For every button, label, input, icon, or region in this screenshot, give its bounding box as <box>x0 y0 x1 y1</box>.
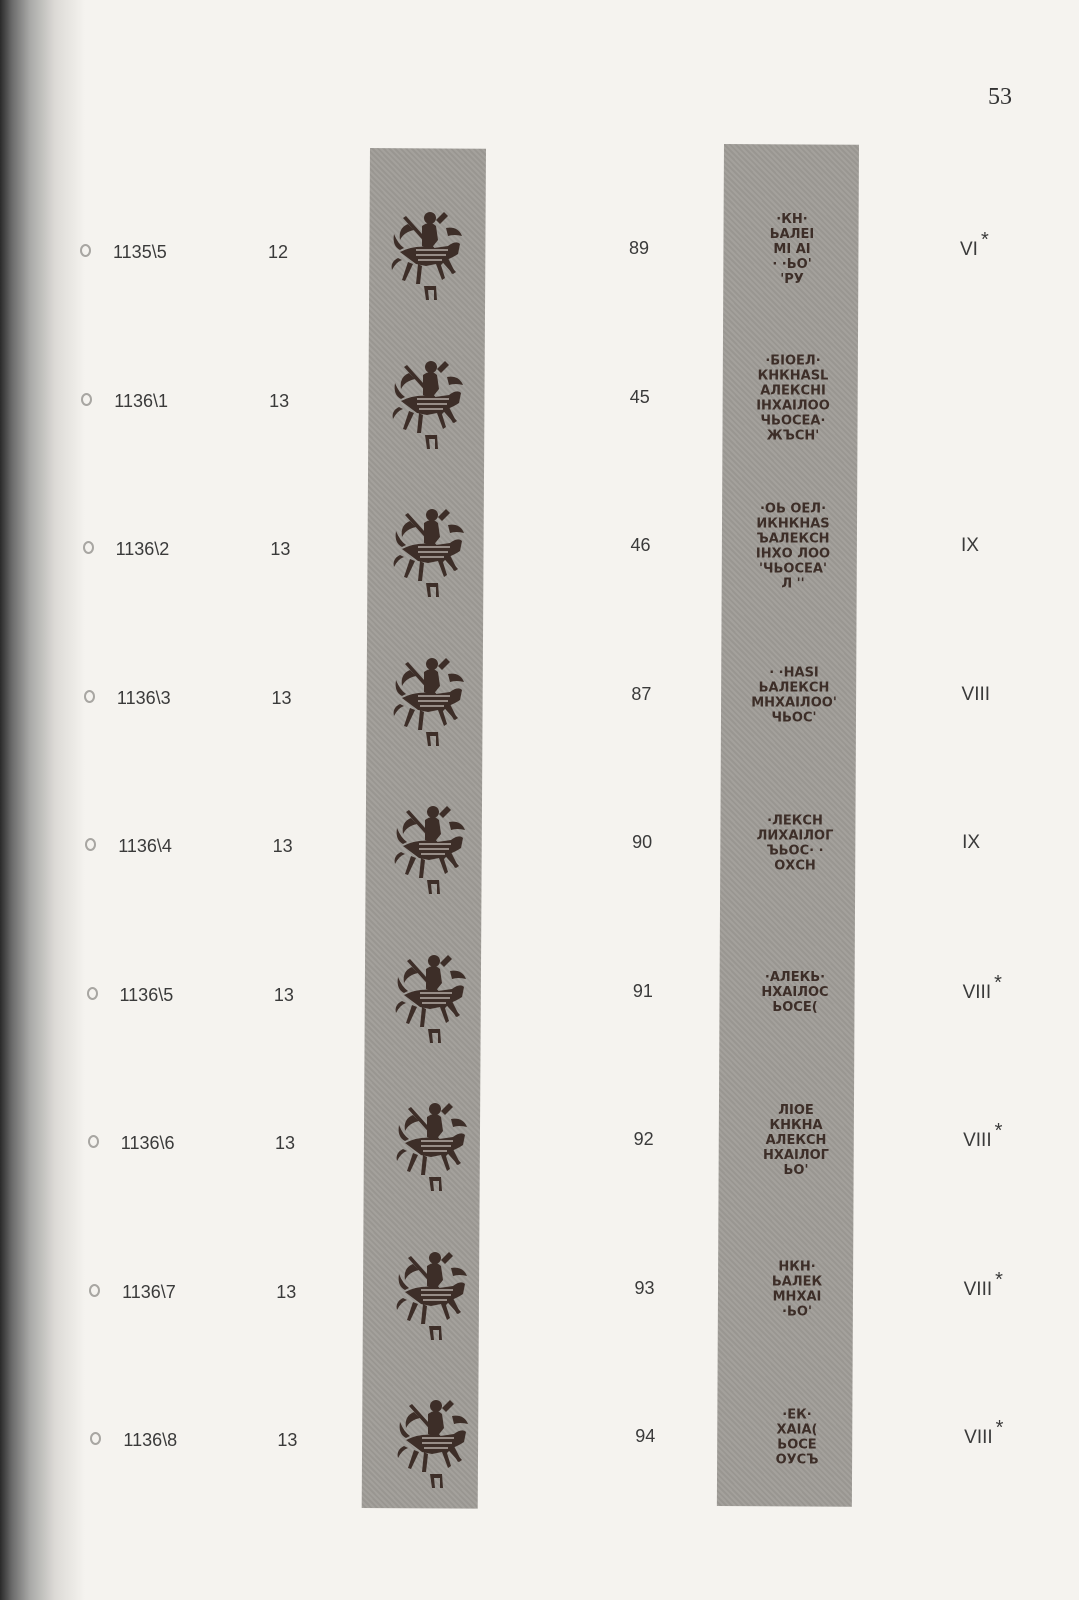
reverse-legend-line: ·ОЬ ОЕЛ· <box>760 501 827 517</box>
reverse-legend-line: ЬОСЕ( <box>772 999 818 1015</box>
obverse-rider-image <box>388 652 472 748</box>
reverse-legend-line: ЛИХАІЛОГ <box>756 828 833 844</box>
reverse-legend-image <box>745 487 841 603</box>
obverse-rider-image <box>391 1097 475 1193</box>
obverse-die-number: 13 <box>269 390 290 411</box>
reverse-legend-line: 'ЧЬОСЕА' <box>759 561 828 577</box>
reverse-die-number: 94 <box>635 1426 656 1446</box>
reverse-legend-line: ЬАЛЕІ <box>769 227 815 242</box>
catalogue-row <box>0 325 1079 473</box>
reverse-legend-line: АЛЕКСН <box>765 1133 827 1148</box>
reverse-die-number: 92 <box>633 1129 654 1149</box>
catalogue-ref: 1136\4 <box>118 836 172 856</box>
reverse-die-number: 90 <box>632 832 653 852</box>
catalogue-ref: 1136\5 <box>119 984 174 1005</box>
reverse-legend-line: ІНХО ЛОО <box>756 546 831 562</box>
reverse-legend-line: ЬАЛЕК <box>771 1274 822 1289</box>
reverse-legend-line: НХАІЛОГ <box>762 1148 829 1163</box>
reverse-legend-line: ·ЛЕКСН <box>766 813 823 829</box>
reverse-legend-image <box>745 339 841 455</box>
obverse-die-number: 13 <box>271 687 292 708</box>
reverse-legend-line: АЛЕКСНІ <box>759 383 826 398</box>
grade-star-mark: * <box>994 971 1002 994</box>
reverse-legend-line: ИКНКНАS <box>756 516 830 532</box>
row-bullet-icon <box>84 690 95 703</box>
grade-star-mark: * <box>994 1120 1003 1142</box>
catalogue-row <box>0 1216 1079 1364</box>
grade-value: VIII <box>962 981 992 1003</box>
reverse-legend-line: ХАІА( <box>776 1422 818 1438</box>
obverse-rider-image <box>386 206 470 302</box>
reverse-die-number: 87 <box>631 683 652 704</box>
reverse-legend-image <box>747 784 843 900</box>
page-number: 53 <box>988 84 1012 110</box>
reverse-legend-line: Л '' <box>781 576 805 592</box>
row-bullet-icon <box>85 838 96 851</box>
grade-value: VIII <box>964 1427 993 1448</box>
reverse-legend-line: ЬАЛЕКСН <box>758 680 830 695</box>
obverse-rider-image <box>388 503 472 599</box>
reverse-legend-line: · ·НАSІ <box>769 665 819 680</box>
reverse-legend-line: КНКНАSL <box>757 368 829 383</box>
grade-label <box>964 1417 1004 1449</box>
grade-label <box>962 971 1002 1004</box>
reverse-legend-line: ОУСЪ <box>775 1452 819 1468</box>
grade-label <box>960 229 989 261</box>
catalogue-ref: 1136\8 <box>123 1430 178 1450</box>
catalogue-ref: 1136\7 <box>122 1281 176 1302</box>
reverse-legend-line: ЛІОЕ <box>778 1103 814 1118</box>
grade-value: IX <box>961 535 979 556</box>
reverse-legend-line: · ·ЬО' <box>772 257 812 272</box>
reverse-legend-image <box>748 1081 844 1197</box>
reverse-legend-line: ЬО' <box>783 1163 809 1178</box>
catalogue-ref: 1136\1 <box>114 390 169 411</box>
reverse-legend-line: ОХСН <box>773 858 816 874</box>
row-bullet-icon <box>90 1432 101 1445</box>
obverse-rider-image <box>387 355 471 451</box>
reverse-legend-image <box>744 190 840 306</box>
reverse-legend-image <box>747 933 843 1049</box>
grade-value: VIII <box>963 1130 992 1151</box>
reverse-legend-line: ЧЬОС' <box>771 710 817 725</box>
obverse-die-number: 13 <box>277 1430 298 1450</box>
catalogue-row <box>0 473 1079 621</box>
obverse-rider-image <box>390 949 474 1045</box>
reverse-legend-line: ·КН· <box>776 212 808 227</box>
reverse-legend-line: МІ АІ <box>773 242 811 257</box>
reverse-legend-line: МНХАІ <box>772 1289 821 1304</box>
row-bullet-icon <box>83 541 94 554</box>
catalogue-ref: 1136\6 <box>120 1133 175 1153</box>
reverse-legend-line: ЪЬОС· · <box>766 843 824 859</box>
reverse-legend-image <box>749 1230 845 1346</box>
catalogue-row <box>0 622 1079 770</box>
grade-star-mark: * <box>980 229 989 251</box>
reverse-legend-line: ·ЕК· <box>782 1407 812 1423</box>
obverse-die-number: 13 <box>270 539 291 559</box>
reverse-legend-line: ·БІОЕЛ· <box>764 353 821 368</box>
grade-label <box>962 684 991 706</box>
row-bullet-icon <box>81 393 92 406</box>
catalogue-ref: 1136\3 <box>116 687 171 708</box>
reverse-legend-line: КНКНА <box>769 1118 823 1133</box>
obverse-die-number: 12 <box>268 242 289 262</box>
reverse-legend-image <box>749 1378 845 1494</box>
catalogue-row <box>0 176 1079 324</box>
catalogue-ref: 1135\5 <box>113 242 167 262</box>
obverse-die-number: 13 <box>276 1281 297 1302</box>
grade-label <box>963 1268 1003 1301</box>
obverse-rider-image <box>392 1394 476 1490</box>
reverse-legend-image <box>746 636 842 752</box>
reverse-die-number: 89 <box>629 238 650 258</box>
reverse-die-number: 45 <box>629 386 650 407</box>
grade-value: VIII <box>963 1278 993 1300</box>
grade-label <box>962 832 980 854</box>
obverse-die-number: 13 <box>273 984 294 1005</box>
row-bullet-icon <box>88 1135 99 1148</box>
grade-value: VI <box>960 239 978 260</box>
reverse-legend-line: НХАІЛОС <box>761 984 829 1000</box>
reverse-legend-line: ·АЛЕКЬ· <box>765 969 826 985</box>
row-bullet-icon <box>89 1284 100 1297</box>
catalogue-row <box>0 1067 1079 1215</box>
reverse-legend-line: ЖЪСН' <box>766 428 819 443</box>
catalogue-ref: 1136\2 <box>115 539 170 559</box>
reverse-legend-line: ЪАЛЕКСН <box>756 531 830 547</box>
reverse-legend-line: ІНХАІЛОО <box>755 398 830 413</box>
obverse-rider-image <box>389 800 473 896</box>
reverse-die-number: 46 <box>630 535 651 555</box>
obverse-die-number: 13 <box>275 1133 296 1153</box>
grade-label <box>963 1120 1003 1152</box>
reverse-die-number: 93 <box>634 1277 655 1298</box>
reverse-legend-line: ·ЬО' <box>781 1304 812 1319</box>
catalogue-row <box>0 770 1079 918</box>
row-bullet-icon <box>80 244 91 257</box>
catalogue-row <box>0 919 1079 1067</box>
reverse-legend-line: ЧЬОСЕА· <box>760 413 826 428</box>
grade-star-mark: * <box>995 1417 1004 1439</box>
reverse-legend-line: ЬОСЕ <box>777 1437 817 1453</box>
catalogue-row <box>0 1364 1079 1512</box>
grade-star-mark: * <box>995 1268 1003 1291</box>
grade-value: VIII <box>961 683 991 705</box>
grade-label <box>961 535 979 557</box>
obverse-rider-image <box>391 1246 475 1342</box>
grade-value: IX <box>962 832 981 853</box>
obverse-die-number: 13 <box>272 836 293 856</box>
reverse-legend-line: МНХАІЛОО' <box>751 695 837 710</box>
reverse-legend-line: НКН· <box>777 1259 816 1274</box>
reverse-die-number: 91 <box>632 980 653 1001</box>
row-bullet-icon <box>87 987 98 1000</box>
reverse-legend-line: 'РУ <box>780 272 804 287</box>
